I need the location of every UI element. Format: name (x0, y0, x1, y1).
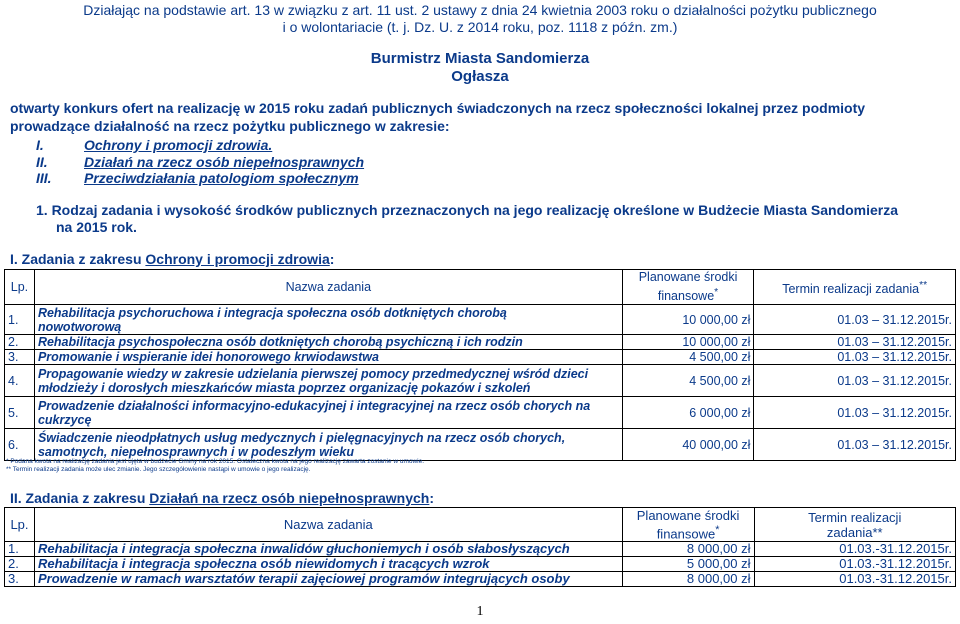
row-term: 01.03.-31.12.2015r. (754, 557, 956, 572)
col-name: Nazwa zadania (34, 508, 622, 542)
row-lp: 3. (5, 572, 35, 587)
row-amount: 10 000,00 zł (622, 305, 754, 335)
row-lp: 5. (5, 397, 35, 429)
row-amount: 6 000,00 zł (622, 397, 754, 429)
row-name: Świadczenie nieodpłatnych usług medycznych i pielęgnacyjnych na rzecz osób chorych, samotnych, niepełnosprawnych i w podeszłym wieku (34, 429, 622, 461)
row-amount: 10 000,00 zł (622, 335, 754, 350)
row-term: 01.03.-31.12.2015r. (754, 572, 956, 587)
col-term: Termin realizacji zadania** (754, 508, 956, 542)
part-ii-heading: II. Zadania z zakresu Działań na rzecz osób niepełnosprawnych: (10, 490, 435, 506)
row-lp: 2. (5, 557, 35, 572)
row-term: 01.03 – 31.12.2015r. (754, 365, 956, 397)
col-name: Nazwa zadania (34, 270, 622, 305)
row-name: Prowadzenie działalności informacyjno-edukacyjnej i integracyjnej na rzecz osób chorych na cukrzycę (34, 397, 622, 429)
row-lp: 2. (5, 335, 35, 350)
table-row (5, 572, 956, 587)
table-row (5, 335, 956, 350)
row-lp: 1. (5, 305, 35, 335)
row-term: 01.03 – 31.12.2015r. (754, 335, 956, 350)
row-lp: 3. (5, 350, 35, 365)
row-name: Rehabilitacja i integracja społeczna inwalidów głuchoniemych i osób słabosłyszących (34, 542, 622, 557)
table-row (5, 542, 956, 557)
issuer-title: Burmistrz Miasta Sandomierza (370, 50, 590, 67)
col-lp: Lp. (5, 270, 35, 305)
part-i-heading: I. Zadania z zakresu Ochrony i promocji zdrowia: (10, 251, 335, 267)
row-term: 01.03 – 31.12.2015r. (754, 350, 956, 365)
table-header (5, 270, 956, 305)
scope-num-1: I. (36, 137, 44, 153)
col-lp: Lp. (5, 508, 35, 542)
scope-label-3: Przeciwdziałania patologiom społecznym (84, 170, 359, 186)
scope-num-2: II. (36, 154, 48, 170)
footnote-1: * Podana kwota na realizację zadania jest ujęta w budżecie Gminy na rok 2015. Ostateczna kwota na jego realizację zawarta zostanie w umowie. (6, 458, 425, 465)
announce-title: Ogłasza (451, 68, 509, 85)
row-amount: 40 000,00 zł (622, 429, 754, 461)
footnote-2: ** Termin realizacji zadania może ulec zmianie. Jego szczegółowienie nastąpi w umowie o jego realizację. (6, 466, 311, 473)
col-term: Termin realizacji zadania** (754, 270, 956, 305)
col-funds: Planowane środki finansowe* (622, 270, 754, 305)
row-term: 01.03.-31.12.2015r. (754, 542, 956, 557)
row-name: Rehabilitacja psychoruchowa i integracja społeczna osób dotkniętych chorobą nowotworową (34, 305, 622, 335)
table-row (5, 397, 956, 429)
page-number: 1 (476, 604, 484, 619)
scope-label-1: Ochrony i promocji zdrowia. (84, 137, 273, 153)
legal-basis-line-2: i o wolontariacie (t. j. Dz. U. z 2014 roku, poz. 1118 z późn. zm.) (282, 19, 678, 35)
table-row (5, 429, 956, 461)
row-name: Rehabilitacja i integracja społeczna osób niewidomych i tracących wzrok (34, 557, 622, 572)
col-funds: Planowane środki finansowe* (622, 508, 754, 542)
row-name: Propagowanie wiedzy w zakresie udzielania pierwszej pomocy przedmedycznej wśród dzieci młodzieży i dorosłych mieszkańców miasta poprzez organizację pokazów i szkoleń (34, 365, 622, 397)
row-name: Promowanie i wspieranie idei honorowego krwiodawstwa (34, 350, 622, 365)
row-amount: 8 000,00 zł (622, 572, 754, 587)
table-row (5, 557, 956, 572)
table-row (5, 350, 956, 365)
intro-line-1: otwarty konkurs ofert na realizację w 2015 roku zadań publicznych świadczonych na rzecz społeczności lokalnej przez podmioty (10, 100, 866, 116)
row-name: Prowadzenie w ramach warsztatów terapii zajęciowej programów integrujących osoby (34, 572, 622, 587)
table-header (5, 508, 956, 542)
row-lp: 1. (5, 542, 35, 557)
row-amount: 4 500,00 zł (622, 350, 754, 365)
row-lp: 4. (5, 365, 35, 397)
section1-line-1: 1. Rodzaj zadania i wysokość środków publicznych przeznaczonych na jego realizację określone w Budżecie Miasta Sandomierza (36, 202, 899, 218)
table-row (5, 365, 956, 397)
row-amount: 4 500,00 zł (622, 365, 754, 397)
row-name: Rehabilitacja psychospołeczna osób dotkniętych chorobą psychiczną i ich rodzin (34, 335, 622, 350)
row-term: 01.03 – 31.12.2015r. (754, 305, 956, 335)
section1-line-2: na 2015 rok. (56, 219, 137, 235)
row-amount: 5 000,00 zł (622, 557, 754, 572)
row-lp: 6. (5, 429, 35, 461)
legal-basis-line-1: Działając na podstawie art. 13 w związku z art. 11 ust. 2 ustawy z dnia 24 kwietnia 2003 roku o działalności pożytku publicznego (83, 2, 877, 18)
intro-line-2: prowadzące działalność na rzecz pożytku publicznego w zakresie: (10, 118, 450, 134)
table-row (5, 305, 956, 335)
row-amount: 8 000,00 zł (622, 542, 754, 557)
scope-label-2: Działań na rzecz osób niepełnosprawnych (84, 154, 365, 170)
row-term: 01.03 – 31.12.2015r. (754, 429, 956, 461)
scope-num-3: III. (36, 170, 52, 186)
table-disability-tasks (4, 507, 956, 587)
table-health-tasks (4, 269, 956, 461)
row-term: 01.03 – 31.12.2015r. (754, 397, 956, 429)
